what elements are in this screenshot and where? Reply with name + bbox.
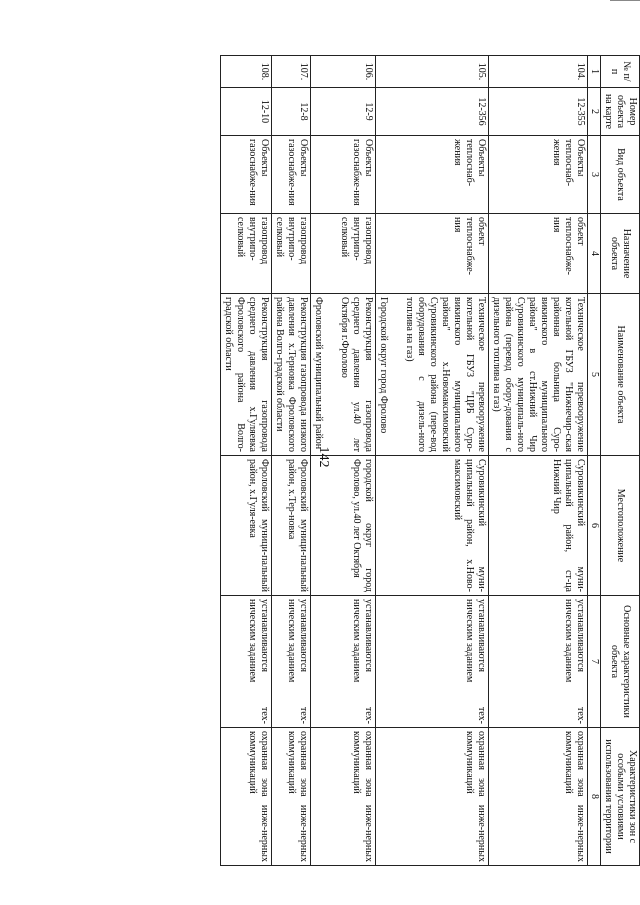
object-type: Объекты газоснабже-ния bbox=[221, 136, 272, 214]
object-characteristics: устанавливаются тех-ническим заданием bbox=[376, 596, 489, 728]
object-characteristics: устанавливаются тех-ническим заданием bbox=[311, 596, 376, 728]
table-row bbox=[221, 56, 272, 866]
object-type: Объекты газоснабже-ния bbox=[311, 136, 376, 214]
column-number: 1 bbox=[588, 56, 601, 88]
object-purpose: газопровод внутрипо-селковый bbox=[311, 214, 376, 294]
rotated-page-content bbox=[150, 55, 640, 865]
object-name: Техническое перевооружение котельной ГБУЗ "ЦРБ Суро-викинского муниципального района" х.Новомаксимовский Суровикинского района (пере-вод оборудования с дизель-ного топлива на газ) bbox=[404, 297, 487, 452]
table-row bbox=[311, 56, 376, 866]
column-number: 2 bbox=[588, 88, 601, 136]
table-header-row bbox=[601, 56, 640, 866]
object-name-cell bbox=[311, 294, 376, 456]
map-number: 12-356 bbox=[376, 88, 489, 136]
object-type: Объекты теплоснаб-жения bbox=[489, 136, 588, 214]
row-number: 106. bbox=[311, 56, 376, 88]
map-number: 12-355 bbox=[489, 88, 588, 136]
column-number: 7 bbox=[588, 596, 601, 728]
table-row bbox=[272, 56, 311, 866]
map-number: 12-8 bbox=[272, 88, 311, 136]
object-location: Фроловский муници-пальный район, х.Тер-новка bbox=[272, 456, 311, 596]
row-number: 108. bbox=[221, 56, 272, 88]
row-number: 105. bbox=[376, 56, 489, 88]
object-characteristics: устанавливаются тех-ническим заданием bbox=[221, 596, 272, 728]
object-zones: охранная зона инже-нерных коммуникаций bbox=[489, 728, 588, 866]
object-location: городской округ город Фролово, ул.40 лет Октября bbox=[311, 456, 376, 596]
column-number: 3 bbox=[588, 136, 601, 214]
header-num: № п/п bbox=[601, 56, 640, 88]
column-number: 8 bbox=[588, 728, 601, 866]
object-characteristics: устанавливаются тех-ническим заданием bbox=[272, 596, 311, 728]
object-name-cell bbox=[376, 294, 489, 456]
object-zones: охранная зона инже-нерных коммуникаций bbox=[376, 728, 489, 866]
map-number: 12-10 bbox=[221, 88, 272, 136]
header-zones: Характеристики зон с особыми условиями использования территории bbox=[601, 728, 640, 866]
section-heading-frolovo-district: Фроловский муниципальный район bbox=[313, 297, 324, 450]
row-number: 107. bbox=[272, 56, 311, 88]
object-purpose: объект теплоснабже-ния bbox=[376, 214, 489, 294]
object-name: Реконструкция газопровода низкого давления х.Терновка Фроловского района Волго-градской области bbox=[272, 294, 311, 456]
table-row bbox=[376, 56, 489, 866]
header-object-type: Вид объекта bbox=[601, 136, 640, 214]
top-edge-rule bbox=[610, 0, 640, 1]
object-type: Объекты газоснабже-ния bbox=[272, 136, 311, 214]
map-number: 12-9 bbox=[311, 88, 376, 136]
object-name: Реконструкция газопровода среднего давления ул.40 лет Октября г.Фролово bbox=[339, 297, 374, 452]
column-number: 5 bbox=[588, 294, 601, 456]
column-number: 4 bbox=[588, 214, 601, 294]
header-location: Местоположение bbox=[601, 456, 640, 596]
section-heading-frolovo-city: Городской округ город Фролово bbox=[378, 297, 389, 434]
object-type: Объекты теплоснаб-жения bbox=[376, 136, 489, 214]
object-purpose: объект теплоснабже-ния bbox=[489, 214, 588, 294]
header-characteristics: Основные характеристики объекта bbox=[601, 596, 640, 728]
object-name: Техническое перевооружение котельной ГБУЗ "Нижнечир-ская районная больница Суро-викинского муниципального района" в ст.Нижний Чир Суровикинского муниципаль-ного района (перевод обору-дования с дизельного топлива на газ) bbox=[489, 294, 588, 456]
object-location: Суровикинский муни-ципальный район, х.Ново-максимовский bbox=[376, 456, 489, 596]
header-object-name: Наименование объекта bbox=[601, 294, 640, 456]
objects-table bbox=[220, 55, 640, 866]
header-map-number: Номер объекта на карте bbox=[601, 88, 640, 136]
column-number-row bbox=[588, 56, 601, 866]
object-location: Фроловский муници-пальный район, х.Гуля-евка bbox=[221, 456, 272, 596]
object-characteristics: устанавливаются тех-ническим заданием bbox=[489, 596, 588, 728]
object-zones: охранная зона инже-нерных коммуникаций bbox=[272, 728, 311, 866]
object-name: Реконструкция газопровода среднего давления х.Гуляевка Фроловского района Волго-градской области bbox=[221, 294, 272, 456]
header-object-purpose: Назначение объекта bbox=[601, 214, 640, 294]
object-location: Суровикинский муни-ципальный район, ст-ца Нижний Чир bbox=[489, 456, 588, 596]
column-number: 6 bbox=[588, 456, 601, 596]
object-zones: охранная зона инже-нерных коммуникаций bbox=[221, 728, 272, 866]
object-purpose: газопровод внутрипо-селковый bbox=[221, 214, 272, 294]
row-number: 104. bbox=[489, 56, 588, 88]
page-number: 142 bbox=[316, 446, 331, 468]
table-row bbox=[489, 56, 588, 866]
object-zones: охранная зона инже-нерных коммуникаций bbox=[311, 728, 376, 866]
object-purpose: газопровод внутрипо-селковый bbox=[272, 214, 311, 294]
